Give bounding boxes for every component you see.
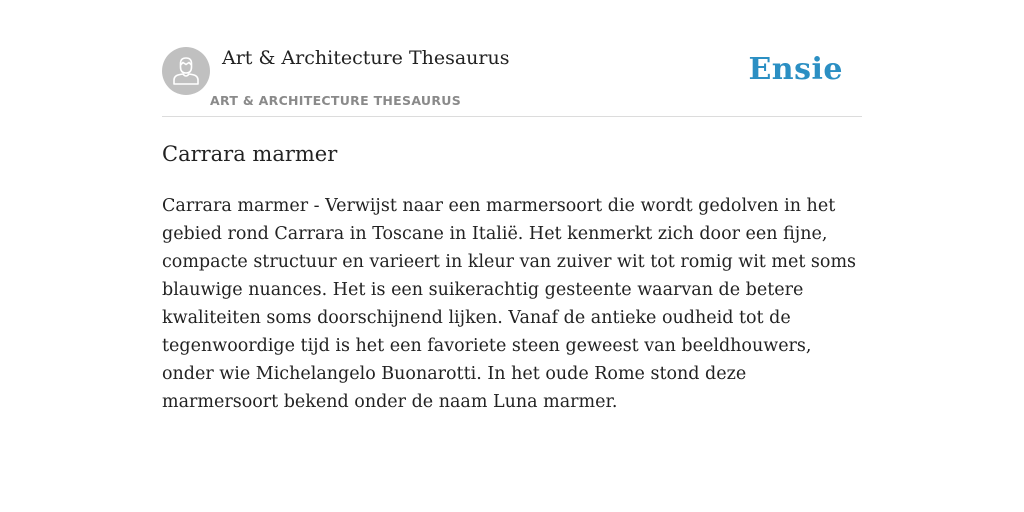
page-title: Carrara marmer — [162, 142, 338, 166]
avatar[interactable] — [162, 47, 210, 95]
header — [162, 0, 862, 117]
author-subtitle: ART & ARCHITECTURE THESAURUS — [210, 93, 462, 108]
author-name[interactable]: Art & Architecture Thesaurus — [222, 47, 510, 69]
article-body: Carrara marmer - Verwijst naar een marmersoort die wordt gedolven in het gebied rond Carrara in Toscane in Italië. Het kenmerkt zich door een fijne, compacte structuur en varieert in kleur van zuiver wit tot romig wit met soms blauwige nuances. Het is een suikerachtig gesteente waarvan de betere kwaliteiten soms doorschijnend lijken. Vanaf de antieke oudheid tot de tegenwoordige tijd is het een favoriete steen geweest van beeldhouwers, onder wie Michelangelo Buonarotti. In het oude Rome stond deze marmersoort bekend onder de naam Luna marmer. — [162, 196, 857, 412]
user-avatar-icon — [172, 56, 200, 86]
brand-logo[interactable]: Ensie — [748, 52, 843, 87]
